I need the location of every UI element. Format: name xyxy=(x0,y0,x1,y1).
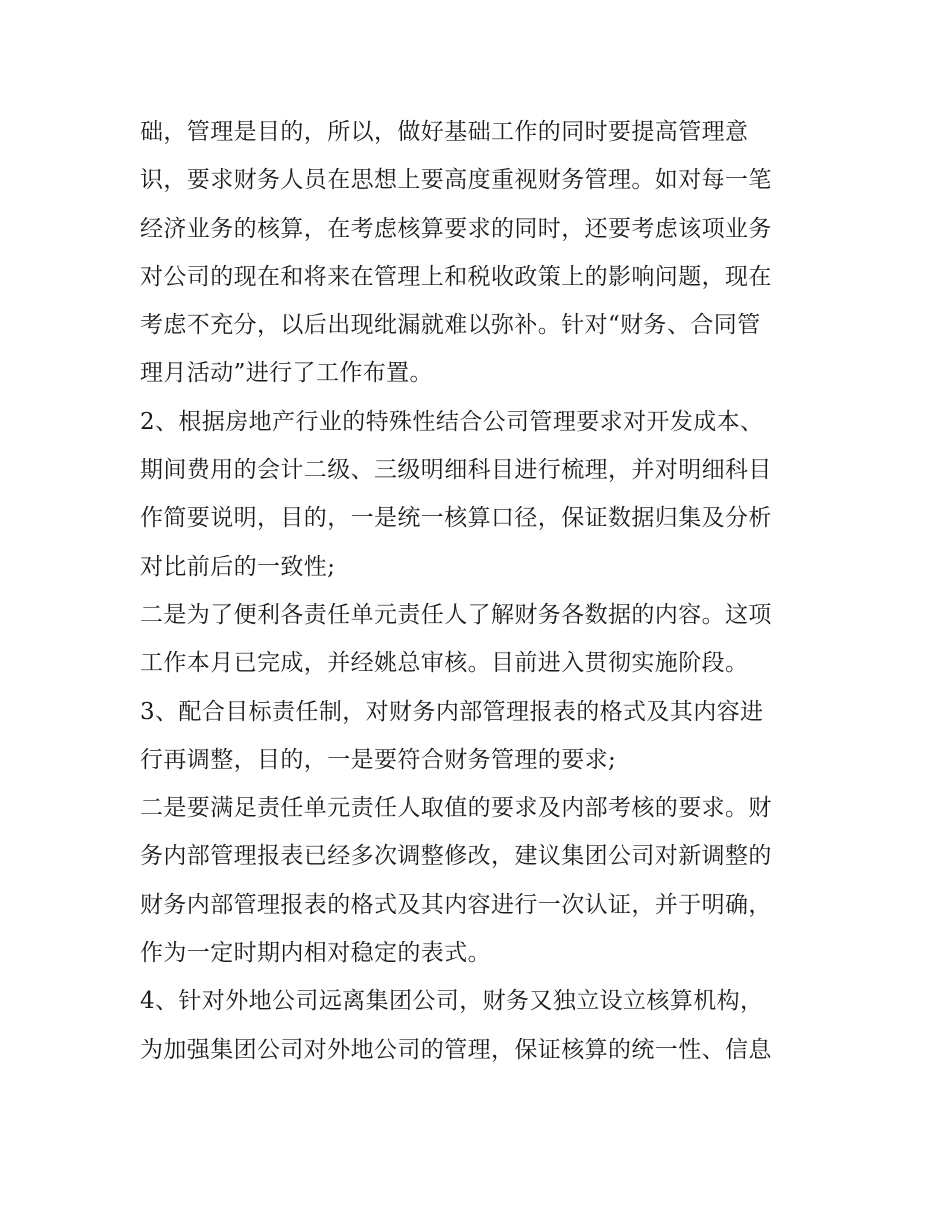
text-line: 4、针对外地公司远离集团公司，财务又独立设立核算机构， xyxy=(140,988,764,1015)
text-line: 工作本月已完成，并经姚总审核。目前进入贯彻实施阶段。 xyxy=(140,650,749,677)
text-line: 对公司的现在和将来在管理上和税收政策上的影响问题，现在 xyxy=(140,263,772,290)
text-line: 作简要说明，目的，一是统一核算口径，保证数据归集及分析 xyxy=(140,505,772,532)
text-line: 础，管理是目的，所以，做好基础工作的同时要提高管理意 xyxy=(140,119,749,145)
text-line: 行再调整，目的，一是要符合财务管理的要求; xyxy=(140,746,617,773)
text-line: 财务内部管理报表的格式及其内容进行一次认证，并于明确， xyxy=(140,891,772,918)
body-text xyxy=(140,108,820,1074)
text-line: 二是要满足责任单元责任人取值的要求及内部考核的要求。财 xyxy=(140,795,772,822)
text-line: 识，要求财务人员在思想上要高度重视财务管理。如对每一笔 xyxy=(140,167,772,194)
text-line: 务内部管理报表已经多次调整修改，建议集团公司对新调整的 xyxy=(140,843,772,870)
text-line: 二是为了便利各责任单元责任人了解财务各数据的内容。这项 xyxy=(140,601,772,628)
text-line: 为加强集团公司对外地公司的管理，保证核算的统一性、信息 xyxy=(140,1036,772,1063)
text-line: 理月活动”进行了工作布置。 xyxy=(140,360,433,387)
text-line: 考虑不充分，以后出现纰漏就难以弥补。针对“财务、合同管 xyxy=(140,312,761,339)
text-line: 作为一定时期内相对稳定的表式。 xyxy=(140,940,491,967)
text-line: 3、配合目标责任制，对财务内部管理报表的格式及其内容进 xyxy=(140,698,764,725)
text-line: 对比前后的一致性; xyxy=(140,553,336,580)
text-line: 期间费用的会计二级、三级明细科目进行梳理，并对明细科目 xyxy=(140,457,772,484)
text-line: 2、根据房地产行业的特殊性结合公司管理要求对开发成本、 xyxy=(140,408,764,435)
text-line: 经济业务的核算，在考虑核算要求的同时，还要考虑该项业务 xyxy=(140,215,772,242)
